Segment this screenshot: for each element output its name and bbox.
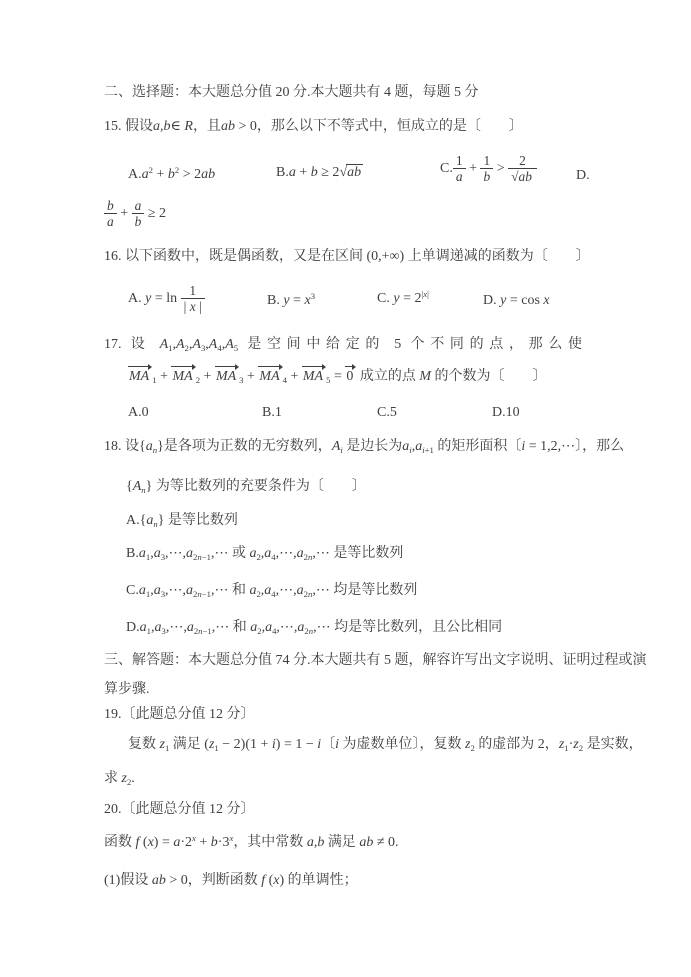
q19-line2: 求 $z_2$. bbox=[104, 771, 135, 787]
q16-option-a: A. y = ln $\frac{1}{| x |}$ bbox=[128, 283, 205, 315]
q15-option-d-label: D. bbox=[576, 168, 590, 183]
q17-option-b: B.1 bbox=[262, 405, 282, 420]
section3-header-line2: 算步骤. bbox=[104, 682, 150, 697]
q15-option-d-body: $\frac{b}{a}$ + $\frac{a}{b}$ ≥ 2 bbox=[104, 198, 166, 230]
q15-option-a: $A.a^2 + b^2 > 2ab$ bbox=[128, 164, 216, 182]
q20-line2: (1)假设 ab > 0，判断函数 f (x) 的单调性； bbox=[104, 873, 358, 888]
q17-stem-line2: MA $_1$ + MA $_2$ + MA $_3$ + MA $_4$ + MA $_5$ = 0 成立的点 M 的个数为〔 〕 bbox=[128, 366, 547, 386]
q18-option-d: $D.a_1,a_3,\cdots,a_{2n-1},\cdots$ 和 $a_2,a_4,\cdots,a_{2n},\cdots$ 均是等比数列，且公比相同 bbox=[126, 620, 503, 636]
q15-option-c: C. $\frac{1}{a}$ + $\frac{1}{b}$ > $\frac{2}{√ab}$ bbox=[440, 153, 537, 185]
q17-option-c: C.5 bbox=[377, 405, 397, 420]
q20-line1: 函数 f $(x) = a\cdot 2^x + b\cdot 3^x$，其中常数 a,b 满足 ab ≠ 0. bbox=[104, 832, 399, 850]
q19-line1: 复数 $z_1$ 满足 $(z_1 - 2)(1 + i) = 1 - i$〔i 为虚数单位〕，复数 $z_2$ 的虚部为 2，$z_1\cdot z_2$ 是实数， bbox=[128, 737, 643, 753]
q20-title: 20.〔此题总分值 12 分〕 bbox=[104, 802, 255, 817]
q17-stem-line1: 17. 设 $A_1,A_2,A_3,A_4,A_5$ 是空间中给定的 5 个不同的点，那么使 bbox=[104, 337, 583, 353]
q17-option-d: D.10 bbox=[492, 405, 520, 420]
q18-option-c: $C.a_1,a_3,\cdots,a_{2n-1},\cdots$ 和 $a_2,a_4,\cdots,a_{2n},\cdots$ 均是等比数列 bbox=[126, 583, 418, 599]
q15-option-b: B.a + b ≥ 2√ab bbox=[276, 165, 362, 180]
q18-stem-line1: 18. 设$\{a_n\}$是各项为正数的无穷数列，$A_i$ 是边长为$a_i,a_{i+1}$ 的矩形面积〔i = 1,2,⋯〕，那么 bbox=[104, 439, 625, 455]
q16-option-c: C. $y = 2^{|x|}$ bbox=[377, 288, 429, 306]
q18-option-b: $B.a_1,a_3,\cdots,a_{2n-1},\cdots$ 或 $a_2,a_4,\cdots,a_{2n},\cdots$ 是等比数列 bbox=[126, 546, 404, 562]
q18-option-a: $A.\{a_n\}$ 是等比数列 bbox=[126, 513, 238, 529]
section2-header: 二、选择题：本大题总分值 20 分.本大题共有 4 题，每题 5 分 bbox=[104, 85, 479, 100]
q18-stem-line2: $\{A_n\}$ 为等比数列的充要条件为〔 〕 bbox=[126, 479, 366, 495]
q15-stem: 15. 假设a,b∈ R，且ab > 0，那么以下不等式中，恒成立的是〔 〕 bbox=[104, 119, 523, 134]
q16-stem: 16. 以下函数中，既是偶函数，又是在区间 (0,+∞) 上单调递减的函数为〔 〕 bbox=[104, 249, 590, 264]
section3-header-line1: 三、解答题：本大题总分值 74 分.本大题共有 5 题，解容许写出文字说明、证明过程或演 bbox=[104, 653, 647, 668]
q17-option-a: A.0 bbox=[128, 405, 149, 420]
q16-option-d: D. y = cos x bbox=[483, 293, 550, 308]
q16-option-b: B. $y = x^3$ bbox=[267, 290, 316, 308]
q19-title: 19.〔此题总分值 12 分〕 bbox=[104, 707, 255, 722]
